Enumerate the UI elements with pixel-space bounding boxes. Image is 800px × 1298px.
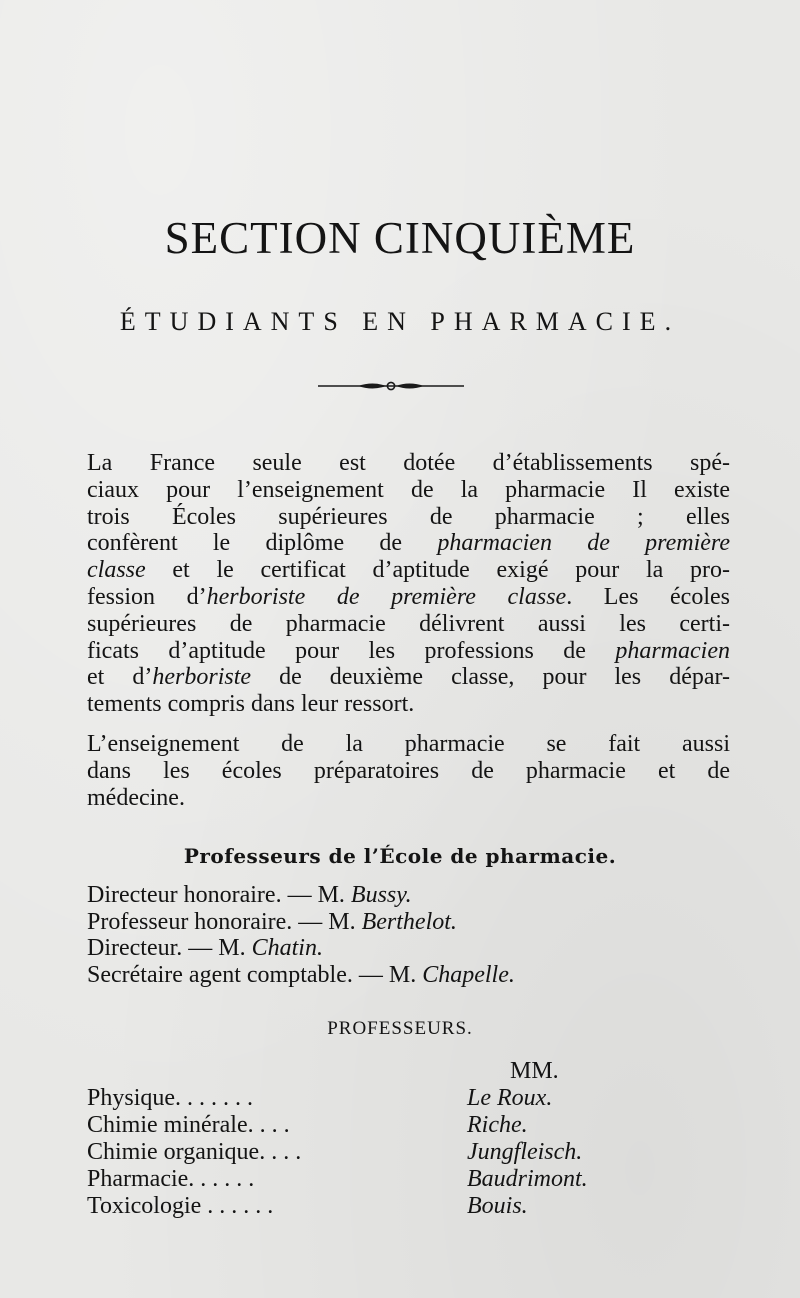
- staff-entry: Professeur honoraire. — M. Berthelot.: [87, 908, 457, 935]
- paragraph-line: classe et le certificat d’aptitude exigé pour la pro-: [87, 557, 730, 584]
- professor-name: Baudrimont.: [467, 1166, 588, 1192]
- intro-paragraph: [87, 450, 730, 718]
- paragraph-line: et d’herboriste de deuxième classe, pour les dépar-: [87, 664, 730, 691]
- paragraph-line: tements compris dans leur ressort.: [87, 691, 415, 718]
- paragraph-line: ciaux pour l’enseignement de la pharmacie Il existe: [87, 476, 730, 503]
- professor-row: [87, 1166, 727, 1193]
- section-subtitle: ÉTUDIANTS EN PHARMACIE.: [119, 307, 681, 336]
- subject-label: Chimie minérale. . . .: [87, 1112, 290, 1138]
- paragraph-line: dans les écoles préparatoires de pharmacie et de: [87, 757, 730, 784]
- professors-caps-heading: PROFESSEURS.: [327, 1018, 473, 1039]
- intro-paragraph-second: [87, 731, 730, 811]
- paragraph-line: fession d’herboriste de première classe. Les écoles: [87, 583, 730, 610]
- staff-entry: Secrétaire agent comptable. — M. Chapelle.: [87, 961, 515, 988]
- subject-label: Toxicologie . . . . . .: [87, 1193, 274, 1219]
- professor-row: [87, 1112, 727, 1139]
- paragraph-line: trois Écoles supérieures de pharmacie ; elles: [87, 503, 730, 530]
- paragraph-line: supérieures de pharmacie délivrent aussi les certi-: [87, 610, 730, 637]
- ornament-divider-icon: [318, 378, 464, 394]
- paragraph-line: ficats d’aptitude pour les professions de pharmacien: [87, 637, 730, 664]
- staff-list: [87, 882, 747, 988]
- professor-row: [87, 1193, 727, 1220]
- professor-name: Bouis.: [467, 1193, 528, 1219]
- professor-row: [87, 1139, 727, 1166]
- professor-name: Le Roux.: [467, 1085, 553, 1111]
- staff-entry: Directeur. — M. Chatin.: [87, 935, 323, 961]
- professors-heading: Professeurs de l’École de pharmacie.: [183, 844, 617, 868]
- paragraph-line: La France seule est dotée d’établissements spé-: [87, 450, 730, 476]
- staff-entry: Directeur honoraire. — M. Bussy.: [87, 882, 412, 908]
- section-title: SECTION CINQUIÈME: [164, 213, 636, 263]
- subject-label: Pharmacie. . . . . .: [87, 1166, 255, 1192]
- paragraph-line: médecine.: [87, 784, 185, 811]
- professors-table: [87, 1085, 727, 1220]
- subject-label: Physique. . . . . . .: [87, 1085, 254, 1111]
- professor-name: Riche.: [467, 1112, 528, 1138]
- paragraph-line: L’enseignement de la pharmacie se fait aussi: [87, 731, 730, 757]
- professor-name: Jungfleisch.: [467, 1139, 583, 1165]
- professor-row: [87, 1085, 727, 1112]
- show-through-text: [250, 60, 256, 87]
- subject-label: Chimie organique. . . .: [87, 1139, 302, 1165]
- paragraph-line: confèrent le diplôme de pharmacien de première: [87, 530, 730, 557]
- mm-label: MM.: [510, 1058, 559, 1084]
